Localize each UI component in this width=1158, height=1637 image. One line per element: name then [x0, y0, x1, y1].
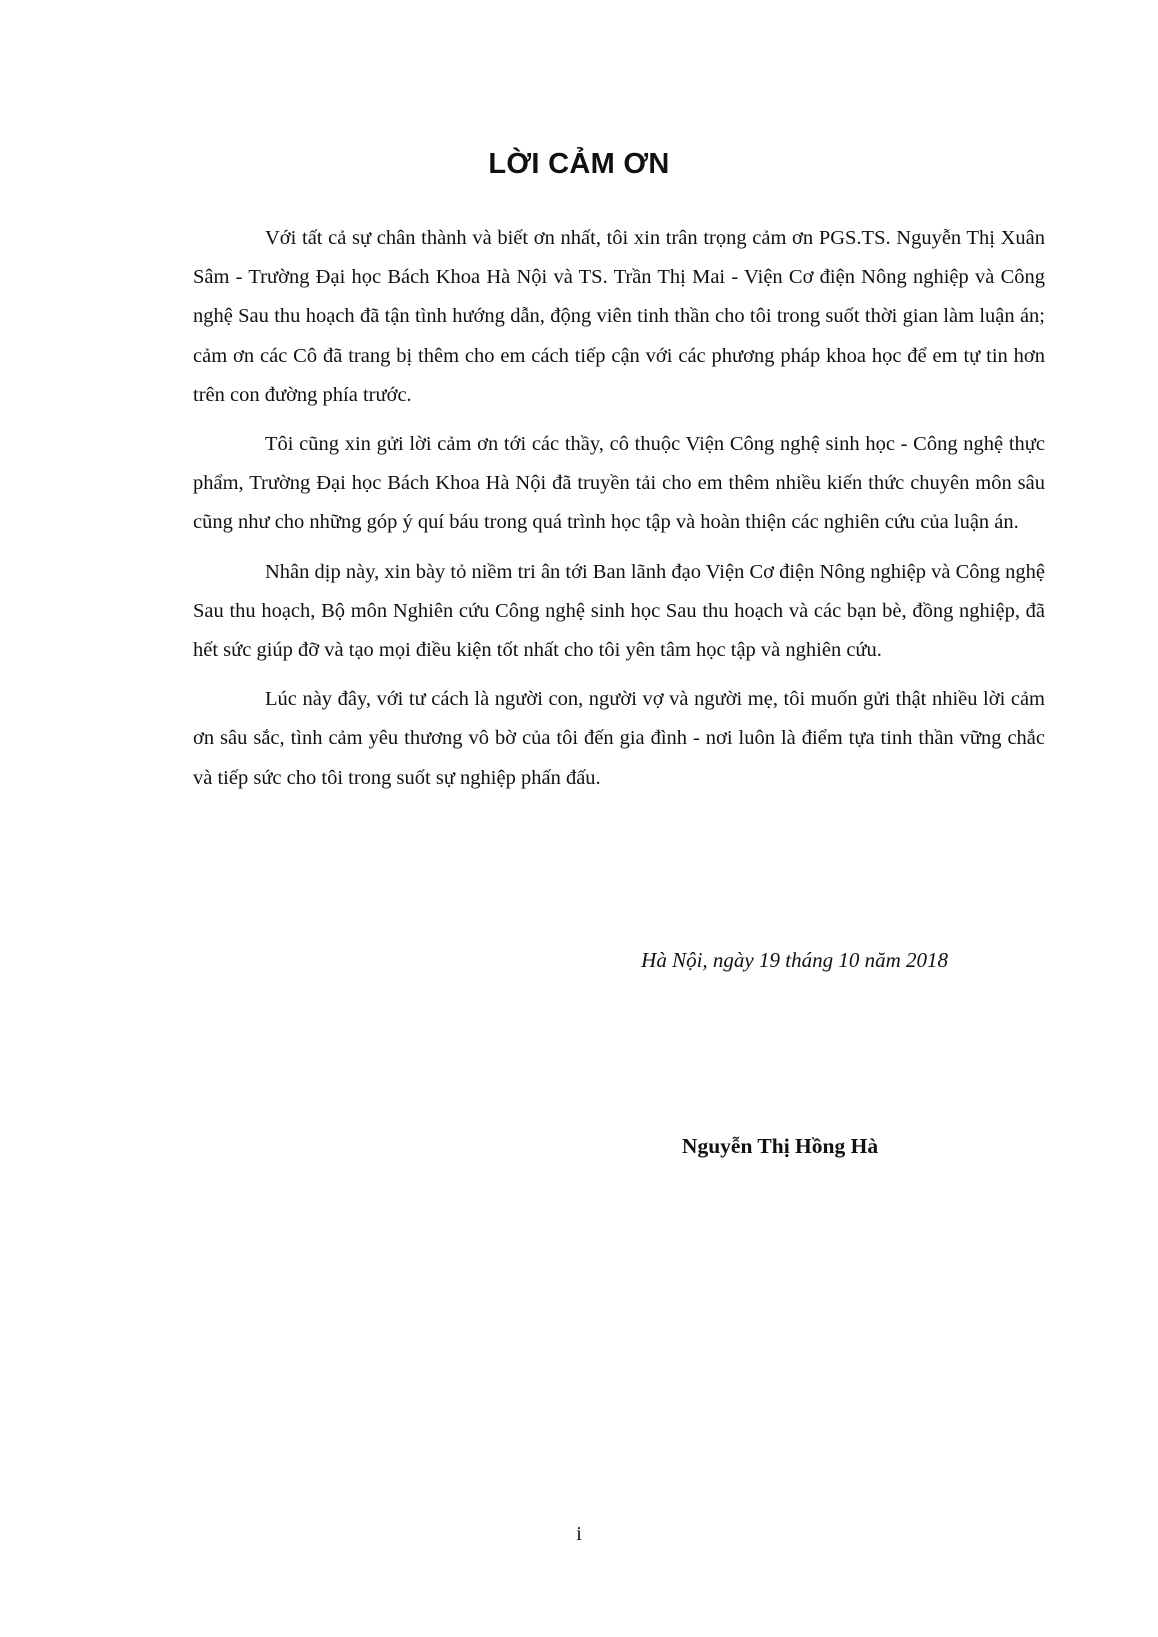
date-line: Hà Nội, ngày 19 tháng 10 năm 2018	[641, 948, 948, 972]
paragraph-4: Lúc này đây, với tư cách là người con, người vợ và người mẹ, tôi muốn gửi thật nhiều lời cảm ơn sâu sắc, tình cảm yêu thương vô bờ của tôi đến gia đình - nơi luôn là điểm tựa tinh thần vững chắc và tiếp sức cho tôi trong suốt sự nghiệp phấn đấu.	[193, 688, 1045, 789]
paragraph-3: Nhân dịp này, xin bày tỏ niềm tri ân tới Ban lãnh đạo Viện Cơ điện Nông nghiệp và Công nghệ Sau thu hoạch, Bộ môn Nghiên cứu Công nghệ sinh học Sau thu hoạch và các bạn bè, đồng nghiệp, đã hết sức giúp đỡ và tạo mọi điều kiện tốt nhất cho tôi yên tâm học tập và nghiên cứu.	[193, 560, 1045, 662]
date-line-container	[560, 948, 960, 973]
paragraph-2: Tôi cũng xin gửi lời cảm ơn tới các thầy, cô thuộc Viện Công nghệ sinh học - Công nghệ thực phẩm, Trường Đại học Bách Khoa Hà Nội đã truyền tải cho em thêm nhiều kiến thức chuyên môn sâu cũng như cho những góp ý quí báu trong quá trình học tập và hoàn thiện các nghiên cứu của luận án.	[193, 433, 1045, 534]
signature-name: Nguyễn Thị Hồng Hà	[681, 1134, 879, 1158]
page-title: LỜI CẢM ƠN	[488, 148, 670, 180]
acknowledgement-body	[193, 219, 1045, 808]
page-number: i	[576, 1523, 582, 1545]
paragraph-1: Với tất cả sự chân thành và biết ơn nhất, tôi xin trân trọng cảm ơn PGS.TS. Nguyễn Thị Xuân Sâm - Trường Đại học Bách Khoa Hà Nội và TS. Trần Thị Mai - Viện Cơ điện Nông nghiệp và Công nghệ Sau thu hoạch đã tận tình hướng dẫn, động viên tinh thần cho tôi trong suốt thời gian làm luận án; cảm ơn các Cô đã trang bị thêm cho em cách tiếp cận với các phương pháp khoa học để em tự tin hơn trên con đường phía trước.	[193, 227, 1045, 406]
